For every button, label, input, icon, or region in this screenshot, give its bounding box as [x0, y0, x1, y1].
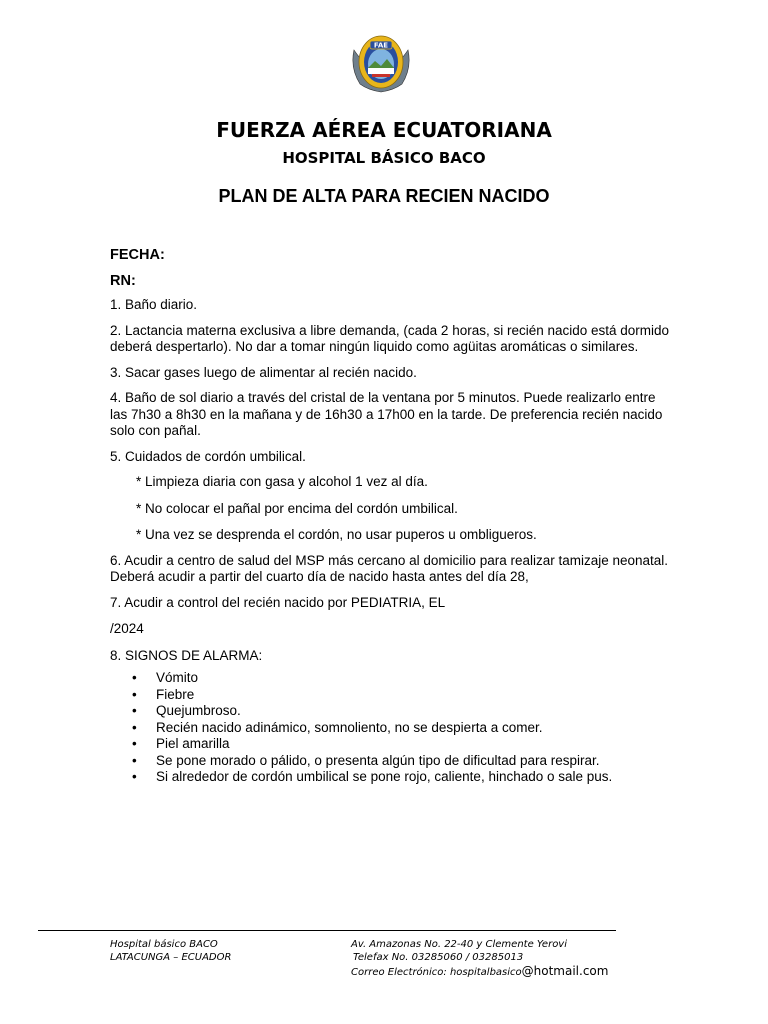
footer-address: Av. Amazonas No. 22-40 y Clemente Yerovi	[351, 939, 568, 950]
item-4: 4. Baño de sol diario a través del cristal de la ventana por 5 minutos. Puede realizarlo entre las 7h30 a 8h30 en la mañana y de 16h30 a 17h00 en la tarde. De preferencia recién nacido solo con pañal.	[110, 390, 663, 438]
hospital-name: HOSPITAL BÁSICO BACO	[282, 149, 486, 167]
bullet-icon: •	[132, 686, 137, 702]
item-5: 5. Cuidados de cordón umbilical.	[110, 448, 306, 464]
list-item: • Se pone morado o pálido, o presenta algún tipo de dificultad para respirar.	[132, 752, 600, 768]
logo-lettering: FAE	[373, 41, 389, 50]
rn-label: RN:	[110, 272, 136, 289]
footer-right	[351, 938, 608, 979]
footer-email	[351, 965, 608, 979]
bullet-icon: •	[132, 703, 137, 718]
fecha-label: FECHA:	[110, 247, 165, 263]
footer-city: LATACUNGA – ECUADOR	[110, 952, 232, 963]
item-7: 7. Acudir a control del recién nacido por PEDIATRIA, EL	[110, 594, 446, 610]
fae-emblem-logo	[350, 28, 412, 94]
item-5-sub-3: * Una vez se desprenda el cordón, no usar puperos u ombligueros.	[136, 527, 537, 542]
item-5-sub-1: * Limpieza diaria con gasa y alcohol 1 vez al día.	[136, 474, 428, 489]
item-7-date: /2024	[110, 621, 144, 636]
item-6: 6. Acudir a centro de salud del MSP más cercano al domicilio para realizar tamizaje neonatal. Deberá acudir a partir del cuarto día de nacido hasta antes del día 28,	[110, 552, 669, 584]
list-item: • Vómito	[132, 670, 199, 685]
plan-content	[110, 247, 670, 786]
footer-email-domain: @hotmail.com	[521, 964, 609, 978]
list-item: • Recién nacido adinámico, somnoliento, no se despierta a comer.	[132, 719, 543, 735]
bullet-icon: •	[132, 670, 137, 685]
list-item: • Fiebre	[132, 686, 195, 702]
footer-telefax: Telefax No. 03285060 / 03285013	[353, 952, 524, 963]
footer-email-prefix: Correo Electrónico: hospitalbasico	[351, 967, 522, 978]
bullet-icon: •	[132, 719, 137, 735]
bullet-icon: •	[132, 736, 137, 751]
footer-divider	[38, 930, 616, 931]
footer-left	[110, 938, 231, 964]
organization-title: FUERZA AÉREA ECUATORIANA	[216, 118, 552, 142]
alarm-signs-list	[110, 670, 670, 786]
footer-hospital-name: Hospital básico BACO	[110, 939, 218, 950]
document-title: PLAN DE ALTA PARA RECIEN NACIDO	[218, 186, 550, 206]
list-item: • Quejumbroso.	[132, 703, 241, 718]
item-3: 3. Sacar gases luego de alimentar al recién nacido.	[110, 364, 417, 380]
item-1: 1. Baño diario.	[110, 297, 198, 312]
item-2: 2. Lactancia materna exclusiva a libre demanda, (cada 2 horas, si recién nacido está dormido deberá despertarlo). No dar a tomar ningún liquido como agüitas aromáticas o similares.	[110, 322, 670, 354]
item-8: 8. SIGNOS DE ALARMA:	[110, 647, 263, 663]
bullet-icon: •	[132, 769, 137, 784]
list-item: • Si alrededor de cordón umbilical se pone rojo, caliente, hinchado o sale pus.	[132, 769, 613, 784]
item-5-sub-2: * No colocar el pañal por encima del cordón umbilical.	[136, 500, 458, 516]
bullet-icon: •	[132, 752, 137, 768]
list-item: • Piel amarilla	[132, 736, 230, 751]
